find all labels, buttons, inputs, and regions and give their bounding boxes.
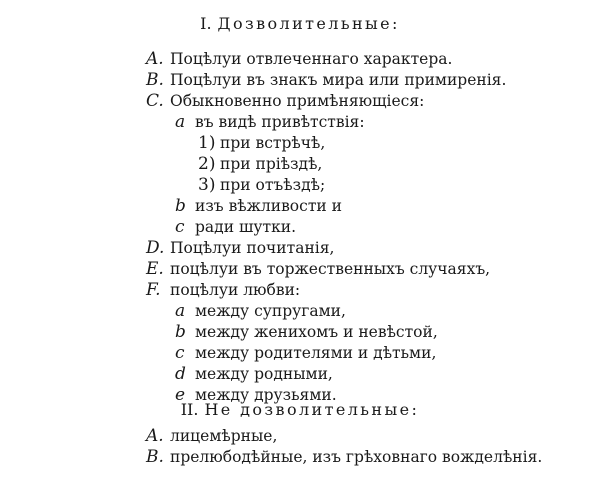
list-item [146,238,334,258]
item-text: при отъѣздѣ; [220,176,326,194]
item-marker: B. [146,447,164,467]
item-marker: F. [146,280,161,300]
item-text: изъ вѣжливости и [195,197,342,215]
item-text: лицемѣрные, [170,427,278,445]
list-item [175,217,296,237]
item-text: при встрѣчѣ, [220,134,326,152]
section-1-heading [0,14,600,33]
item-marker: e [175,385,186,405]
item-marker: c [175,217,185,237]
item-marker: E. [146,259,164,279]
item-text: между друзьями. [195,386,337,404]
list-item [146,447,542,467]
list-item [175,196,342,216]
list-item [198,133,325,153]
item-marker: b [175,322,186,342]
item-text: между родителями и дѣтьми, [195,344,437,362]
item-text: Поцѣлуи почитанія, [170,239,335,257]
item-marker: D. [146,238,165,258]
list-item [198,175,325,195]
item-marker: B. [146,70,164,90]
list-item [146,426,277,446]
item-marker: C. [146,91,164,111]
section-2-number: II. [180,400,199,419]
item-marker: 1) [198,133,216,153]
item-marker: 2) [198,154,216,174]
list-item [175,343,436,363]
item-text: между супругами, [195,302,346,320]
item-text: Поцѣлуи въ знакъ мира или примиренія. [170,71,507,89]
list-item [175,112,365,132]
section-2-heading [0,400,600,419]
item-marker: d [175,364,186,384]
item-marker: c [175,343,185,363]
item-text: между родными, [195,365,333,383]
item-text: прелюбодѣйные, изъ грѣховнаго вожделѣнія. [170,448,543,466]
list-item [146,70,506,90]
list-item [175,301,346,321]
item-text: Поцѣлуи отвлеченнаго характера. [170,50,453,68]
list-item [175,364,333,384]
list-item [146,259,490,279]
item-text: при пріѣздѣ, [220,155,323,173]
section-1-title: Дозволительные: [217,14,400,33]
item-text: поцѣлуи любви: [170,281,301,299]
section-1-number: I. [200,14,212,33]
item-marker: b [175,196,186,216]
list-item [146,49,452,69]
item-marker: a [175,112,186,132]
item-text: поцѣлуи въ торжественныхъ случаяхъ, [170,260,491,278]
item-marker: a [175,301,186,321]
item-text: въ видѣ привѣтствія: [195,113,365,131]
item-text: ради шутки. [195,218,297,236]
list-item [198,154,322,174]
section-2-title: Не дозволительные: [204,400,420,419]
item-text: Обыкновенно примѣняющіеся: [170,92,425,110]
item-marker: A. [146,426,164,446]
item-marker: 3) [198,175,216,195]
list-item [175,322,438,342]
item-marker: A. [146,49,164,69]
list-item [146,91,424,111]
item-text: между женихомъ и невѣстой, [195,323,438,341]
list-item [146,280,300,300]
